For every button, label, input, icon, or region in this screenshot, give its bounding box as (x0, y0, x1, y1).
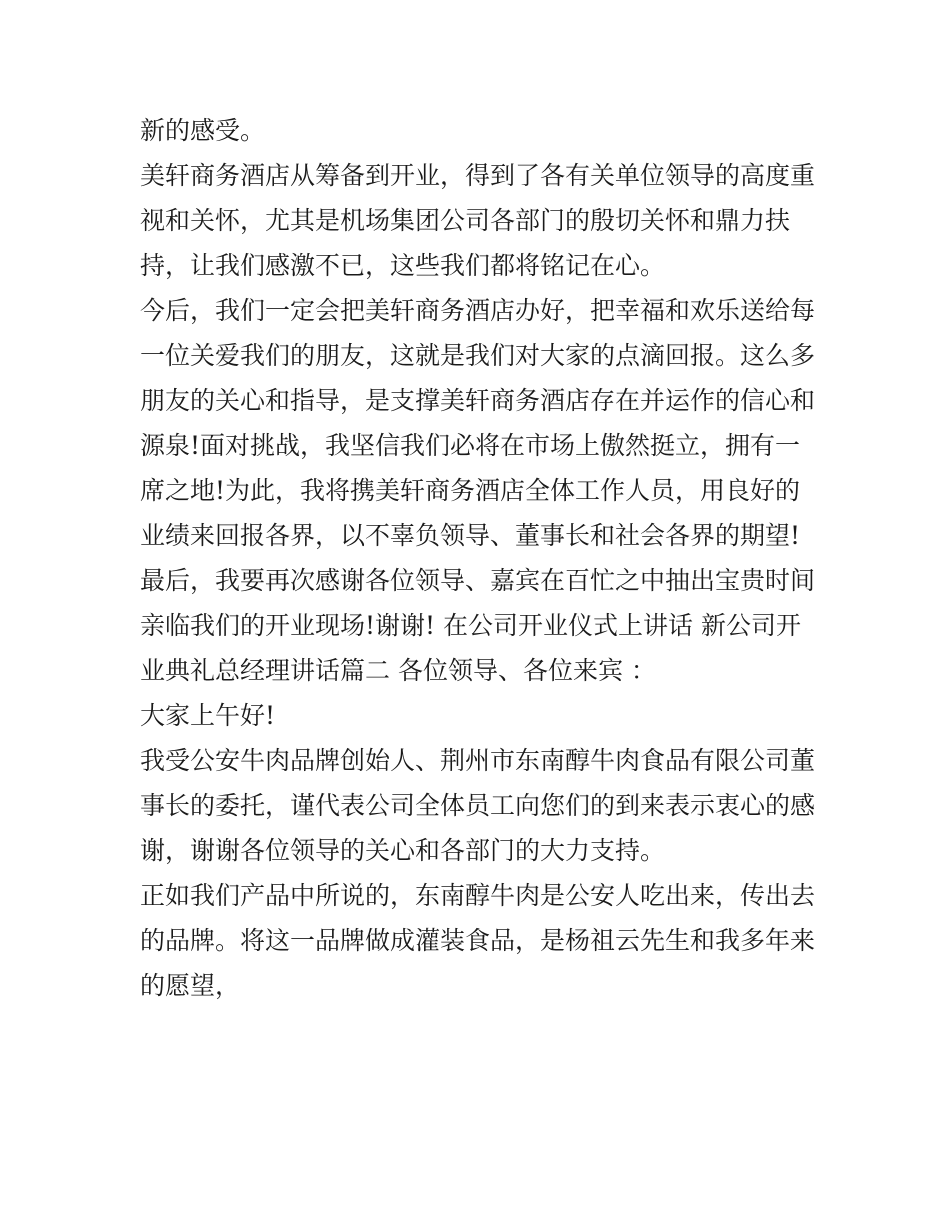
text-line: 美轩商务酒店从筹备到开业，得到了各有关单位领导的高度重 (140, 161, 816, 190)
document-body (140, 108, 820, 1008)
paragraph-2 (140, 153, 820, 288)
text-line: 朋友的关心和指导，是支撑美轩商务酒店存在并运作的信心和 (140, 386, 816, 415)
paragraph-1 (140, 108, 820, 153)
paragraph-6 (140, 738, 820, 873)
text-line: 的品牌。将这一品牌做成灌装食品，是杨祖云先生和我多年来 (140, 926, 816, 955)
text-line: 事长的委托，谨代表公司全体员工向您们的到来表示衷心的感 (140, 791, 816, 820)
text-line: 视和关怀，尤其是机场集团公司各部门的殷切关怀和鼎力扶 (140, 206, 791, 235)
text-line: 新的感受。 (140, 116, 266, 145)
text-line: 最后，我要再次感谢各位领导、嘉宾在百忙之中抽出宝贵时间 (140, 566, 816, 595)
text-line: 持，让我们感激不已，这些我们都将铭记在心。 (140, 251, 666, 280)
text-line: 席之地!为此，我将携美轩商务酒店全体工作人员，用良好的 (140, 476, 801, 505)
text-line: 的愿望， (140, 971, 241, 1000)
text-line: 我受公安牛肉品牌创始人、荆州市东南醇牛肉食品有限公司董 (140, 746, 816, 775)
text-line: 业绩来回报各界，以不辜负领导、董事长和社会各界的期望! (140, 521, 801, 550)
text-line: 今后，我们一定会把美轩商务酒店办好，把幸福和欢乐送给每 (140, 296, 816, 325)
text-line: 一位关爱我们的朋友，这就是我们对大家的点滴回报。这么多 (140, 341, 816, 370)
text-line: 大家上午好! (140, 701, 276, 730)
text-line: 亲临我们的开业现场!谢谢! 在公司开业仪式上讲话 新公司开 (140, 611, 801, 640)
paragraph-3 (140, 288, 820, 558)
paragraph-7 (140, 873, 820, 1008)
text-line: 源泉!面对挑战，我坚信我们必将在市场上傲然挺立，拥有一 (140, 431, 801, 460)
paragraph-4 (140, 558, 820, 693)
paragraph-5 (140, 693, 820, 738)
text-line: 业典礼总经理讲话篇二 各位领导、各位来宾 ： (140, 656, 656, 685)
text-line: 正如我们产品中所说的，东南醇牛肉是公安人吃出来，传出去 (140, 881, 816, 910)
text-line: 谢，谢谢各位领导的关心和各部门的大力支持。 (140, 836, 666, 865)
